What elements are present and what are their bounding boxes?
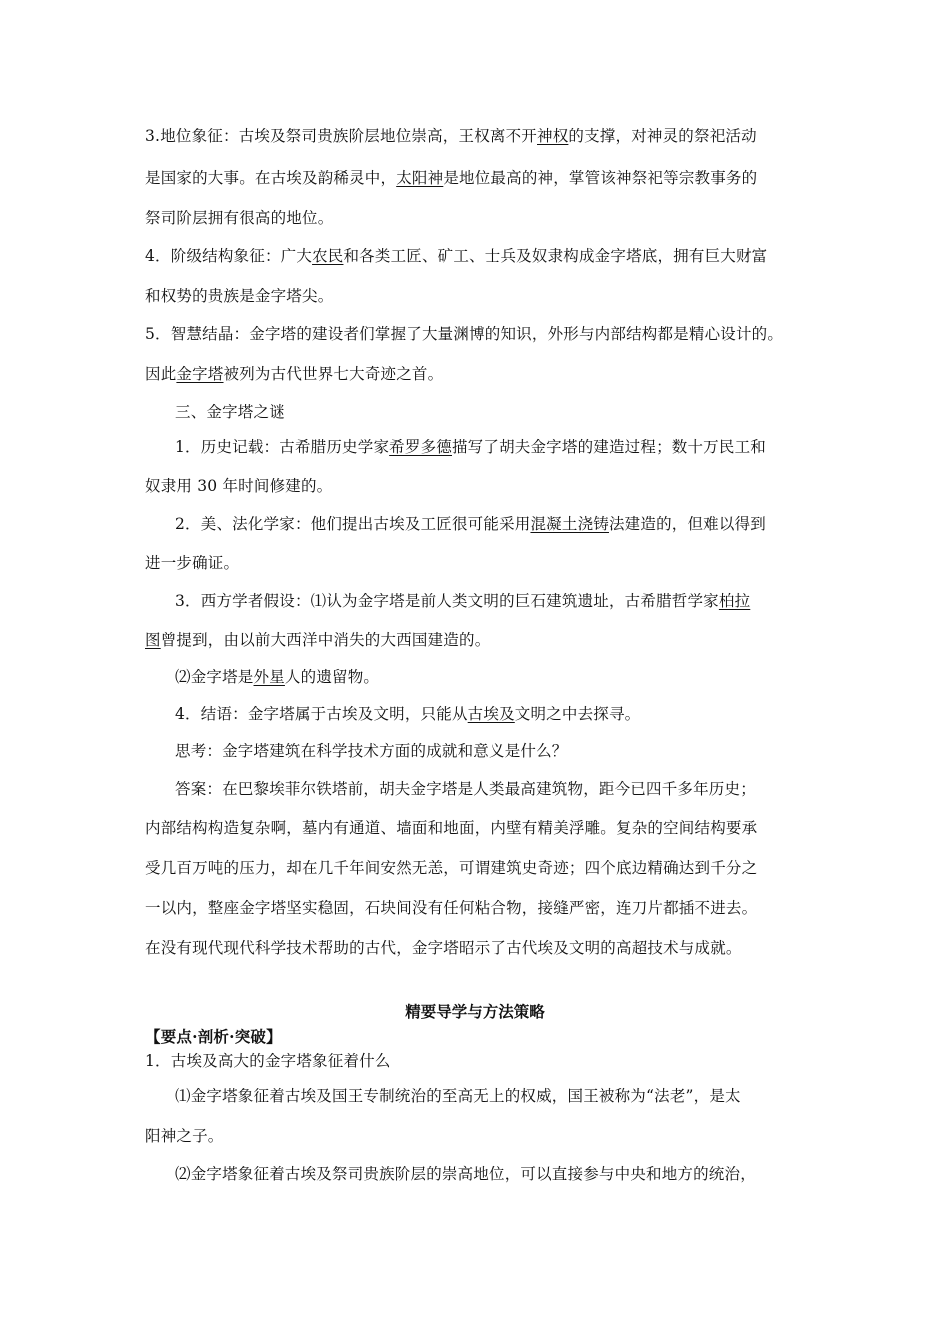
text: 1．历史记载：古希腊历史学家 [175,438,390,456]
text: 是地位最高的神，掌管该神祭祀等宗教事务的 [443,169,758,187]
subsection-heading: 【要点·剖析·突破】 [145,1027,282,1046]
text: 4．阶级结构象征：广大 [145,247,313,265]
paragraph-line: ⑵金字塔象征着古埃及祭司贵族阶层的崇高地位，可以直接参与中央和地方的统治， [175,1165,756,1183]
paragraph-line [175,704,640,724]
text: ⑵金字塔是 [175,668,254,686]
text: 曾提到，由以前大西洋中消失的大西国建造的。 [160,631,491,649]
text: 被列为古代世界七大奇迹之首。 [223,365,444,383]
answer-line: 答案：在巴黎埃菲尔铁塔前，胡夫金字塔是人类最高建筑物，距今已四千多年历史； [175,780,756,798]
paragraph-line [175,437,766,457]
underlined-term: 柏拉 [718,592,751,610]
answer-line: 在没有现代现代科学技术帮助的古代，金字塔昭示了古代埃及文明的高超技术与成就。 [145,939,742,957]
underlined-term: 神权 [537,127,569,145]
paragraph-line [175,591,750,611]
paragraph-line [145,364,443,384]
paragraph-line: 进一步确证。 [145,554,240,572]
section-heading: 三、金字塔之谜 [175,403,285,421]
underlined-term: 混凝土浇铸 [530,515,609,533]
underlined-term: 希罗多德 [389,438,452,456]
paragraph-line: 和权势的贵族是金字塔尖。 [145,287,334,305]
underlined-term: 图 [145,631,161,649]
text: 法建造的，但难以得到 [608,515,766,533]
answer-line: 内部结构构造复杂啊，墓内有通道、墙面和地面，内壁有精美浮雕。复杂的空间结构要承 [145,819,758,837]
question-line: 思考：金字塔建筑在科学技术方面的成就和意义是什么？ [175,742,568,760]
answer-line: 受几百万吨的压力，却在几千年间安然无恙，可谓建筑史奇迹；四个底边精确达到千分之 [145,859,758,877]
paragraph-line: 5．智慧结晶：金字塔的建设者们掌握了大量渊博的知识，外形与内部结构都是精心设计的。 [145,325,784,343]
paragraph-line [175,514,766,534]
underlined-term: 太阳神 [396,169,444,187]
paragraph-line: 祭司阶层拥有很高的地位。 [145,209,334,227]
text: 人的遗留物。 [284,668,380,686]
text: 3.地位象征：古埃及祭司贵族阶层地位崇高，王权离不开 [145,127,537,145]
text: 4．结语：金字塔属于古埃及文明，只能从 [175,705,468,723]
underlined-term: 外星 [253,668,285,686]
underlined-term: 金字塔 [176,365,224,383]
underlined-term: 农民 [312,247,344,265]
text: 2．美、法化学家：他们提出古埃及工匠很可能采用 [175,515,531,533]
answer-line: 一以内，整座金字塔坚实稳固，石块间没有任何粘合物，接缝严密，连刀片都插不进去。 [145,899,758,917]
text: 的支撑，对神灵的祭祀活动 [568,127,757,145]
paragraph-line: 奴隶用 30 年时间修建的。 [145,477,333,495]
text: 文明之中去探寻。 [514,705,641,723]
text: 描写了胡夫金字塔的建造过程；数十万民工和 [451,438,766,456]
paragraph-line [145,630,490,650]
underlined-term: 古埃及 [467,705,515,723]
paragraph-line [175,667,379,687]
paragraph-line: ⑴金字塔象征着古埃及国王专制统治的至高无上的权威，国王被称为“法老”，是太 [175,1087,741,1105]
text: 和各类工匠、矿工、士兵及奴隶构成金字塔底，拥有巨大财富 [343,247,768,265]
section-title: 精要导学与方法策略 [405,1002,545,1021]
text: 是国家的大事。在古埃及韵稀灵中， [145,169,397,187]
paragraph-line [145,168,757,188]
paragraph-line [145,126,757,146]
point-heading: 1．古埃及高大的金字塔象征着什么 [145,1052,391,1070]
text: 因此 [145,365,177,383]
paragraph-line [145,246,767,266]
text: 3．西方学者假设：⑴认为金字塔是前人类文明的巨石建筑遗址，古希腊哲学家 [175,592,719,610]
paragraph-line: 阳神之子。 [145,1127,224,1145]
